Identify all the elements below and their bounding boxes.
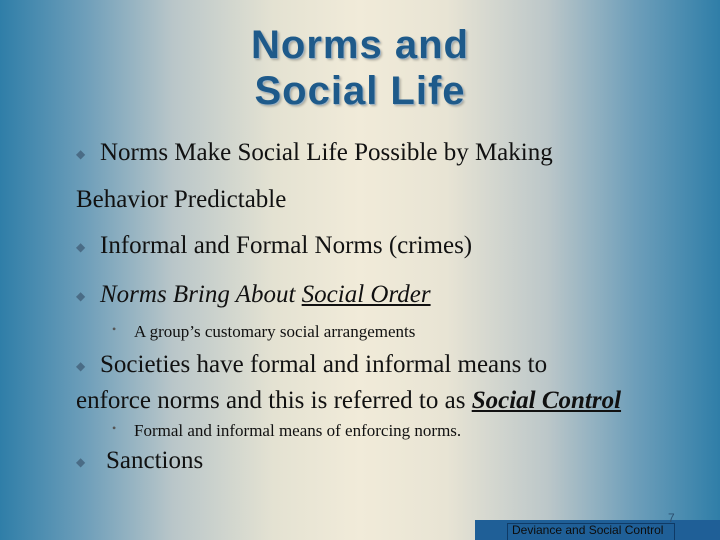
bullet-3-prefix: Norms Bring About: [100, 281, 302, 308]
footer-text: Deviance and Social Control: [512, 523, 664, 537]
bullet-2-text: Informal and Formal Norms (crimes): [100, 232, 473, 259]
bullet-4-line-1: Societies have formal and informal means to: [100, 351, 548, 378]
page-number: 7: [668, 511, 675, 525]
bullet-3-text: [100, 280, 431, 310]
bullet-4-line-2: [76, 386, 621, 416]
bullet-1-line-2: Behavior Predictable: [76, 186, 287, 213]
sub-bullet-icon: •: [112, 322, 117, 336]
social-order-term: Social Order: [301, 281, 431, 308]
slide-title-line-1: Norms and: [251, 23, 469, 67]
bullet-icon: ◆: [76, 359, 86, 373]
sub-bullet-icon: •: [112, 421, 117, 435]
slide-title-line-2: Social Life: [254, 69, 466, 113]
bullet-icon: ◆: [76, 289, 86, 303]
bullet-4-sub: Formal and informal means of enforcing norms.: [134, 421, 462, 440]
bullet-3-sub: A group’s customary social arrangements: [134, 322, 416, 341]
bullet-1-line-1: Norms Make Social Life Possible by Making: [100, 139, 553, 166]
bullet-icon: ◆: [76, 147, 86, 161]
bullet-icon: ◆: [76, 455, 86, 469]
footer-bar: [475, 520, 720, 540]
bullet-4-prefix: enforce norms and this is referred to as: [76, 387, 472, 414]
bullet-icon: ◆: [76, 240, 86, 254]
bullet-5-text: Sanctions: [106, 447, 204, 474]
slide-title: [0, 22, 720, 114]
social-control-term: Social Control: [471, 387, 622, 414]
